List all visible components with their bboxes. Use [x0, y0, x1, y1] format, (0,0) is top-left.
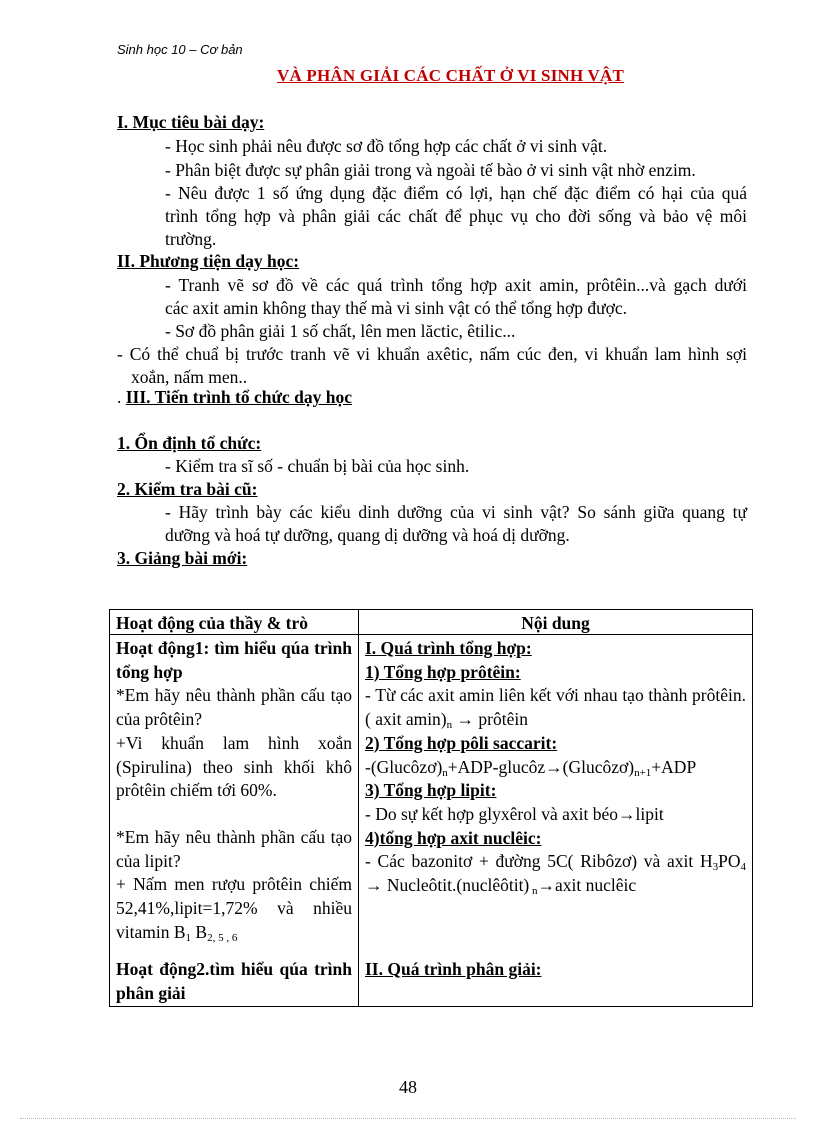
- protein-synthesis-text: - Từ các axit amin liên kết với nhau tạo thành prôtêin. ( axit $amin)_n$ → prôtêin: [365, 685, 746, 732]
- degradation-section-title: II. Quá trình phân giải:: [365, 958, 542, 979]
- nucleic-synthesis-title: 4)tổng hợp axit nuclêic:: [365, 827, 542, 848]
- table-row: [110, 635, 753, 1007]
- polysaccharide-synthesis-title: 2) Tổng hợp pôli saccarit:: [365, 732, 558, 753]
- section3-prefix: .: [117, 387, 126, 407]
- objective-item-1: - Học sinh phải nêu được sơ đồ tổng hợp các chất ở vi sinh vật.: [165, 136, 608, 156]
- polysaccharide-synthesis-text: $-(Glucôzơ)_n+ADP-glucôz\to(Glucôzơ)_{n+1}+ADP$: [365, 756, 697, 779]
- nucleic-synthesis-text: - Các bazonitơ + đường 5C( Ribôzơ) và axit $H_3PO_4$ → Nucleôtit.(nuclêôtit) $_n$→axit nuclêic: [365, 851, 746, 898]
- means-item-2: - Sơ đồ phân giải 1 số chất, lên men lăctic, êtilic...: [165, 321, 516, 341]
- activity1-question: *Em hãy nêu thành phần cấu tạo của prôtêin?: [116, 685, 352, 730]
- objective-item-3: - Nêu được 1 số ứng dụng đặc điểm có lợi, hạn chế đặc điểm có hại của quá: [165, 183, 747, 203]
- section3-heading: III. Tiến trình tổ chức dạy học: [125, 387, 352, 407]
- footer-divider: [20, 1118, 796, 1119]
- lipid-synthesis-title: 3) Tổng hợp lipit:: [365, 780, 497, 801]
- step2-question-cont: dưỡng và hoá tự dưỡng, quang dị dưỡng và hoá dị dưỡng.: [165, 525, 570, 545]
- subject-label: Sinh học 10 – Cơ bản: [117, 42, 243, 57]
- step2-heading: 2. Kiểm tra bài cũ:: [117, 479, 258, 499]
- means-item-1-cont: các axit amin không thay thế mà vi sinh vật có thể tổng hợp được.: [165, 298, 627, 318]
- objective-item-3-cont: trình tổng hợp và phân giải các chất để phục vụ cho đời sống và bảo vệ môi: [165, 206, 747, 226]
- objective-item-2: - Phân biệt được sự phân giải trong và ngoài tế bào ở vi sinh vật nhờ enzim.: [165, 160, 696, 180]
- activity1-title: Hoạt động1: tìm hiểu qúa trình tổng hợp: [116, 638, 352, 682]
- section1-heading: I. Mục tiêu bài dạy:: [117, 112, 265, 132]
- synthesis-section-title: I. Quá trình tổng hợp:: [365, 638, 532, 658]
- activity1-note: +Vi khuẩn lam hình xoắn (Spirulina) theo sinh khối khô prôtêin chiếm tới 60%.: [116, 732, 352, 801]
- objective-item-3-end: trường.: [165, 229, 217, 249]
- means-item-3-cont: xoắn, nấm men..: [131, 367, 248, 387]
- section3-heading-row: [117, 387, 352, 408]
- activity1-question-2: *Em hãy nêu thành phần cấu tạo của lipit?: [116, 826, 352, 871]
- step3-heading: 3. Giảng bài mới:: [117, 548, 248, 568]
- protein-synthesis-title: 1) Tổng hợp prôtêin:: [365, 661, 521, 682]
- table-header-row: [110, 610, 753, 635]
- page-number: 48: [399, 1077, 417, 1097]
- content-cell: [359, 635, 753, 1007]
- step1-heading: 1. Ổn định tổ chức:: [117, 433, 262, 453]
- lesson-table: [109, 609, 753, 1007]
- step1-item: - Kiểm tra sĩ số - chuẩn bị bài của học sinh.: [165, 456, 470, 476]
- step2-question: - Hãy trình bày các kiểu dinh dưỡng của vi sinh vật? So sánh giữa quang tự: [165, 502, 747, 522]
- activity2-title: Hoạt động2.tìm hiểu qúa trình phân giải: [116, 959, 352, 1004]
- activity1-note-2: + Nấm men rượu prôtêin chiếm 52,41%,lipit=1,72% và nhiều vitamin $B_1$ $B_{2, 5 , 6}$: [116, 874, 352, 944]
- col-activities-header: Hoạt động của thầy & trò: [110, 610, 359, 635]
- col-content-header: Nội dung: [359, 610, 753, 635]
- means-item-1: - Tranh vẽ sơ đồ về các quá trình tổng hợp axit amin, prôtêin...và gạch dưới: [165, 275, 747, 295]
- lipid-synthesis-text: - Do sự kết hợp glyxêrol và axit béo→lipit: [365, 803, 664, 824]
- page-title: VÀ PHÂN GIẢI CÁC CHẤT Ở VI SINH VẬT: [277, 66, 625, 85]
- section2-heading: II. Phương tiện dạy học:: [117, 251, 300, 271]
- means-item-3: - Có thể chuẩ bị trước tranh vẽ vi khuẩn axêtic, nấm cúc đen, vi khuẩn lam hình sợi: [117, 344, 747, 364]
- activities-cell: [110, 635, 359, 1007]
